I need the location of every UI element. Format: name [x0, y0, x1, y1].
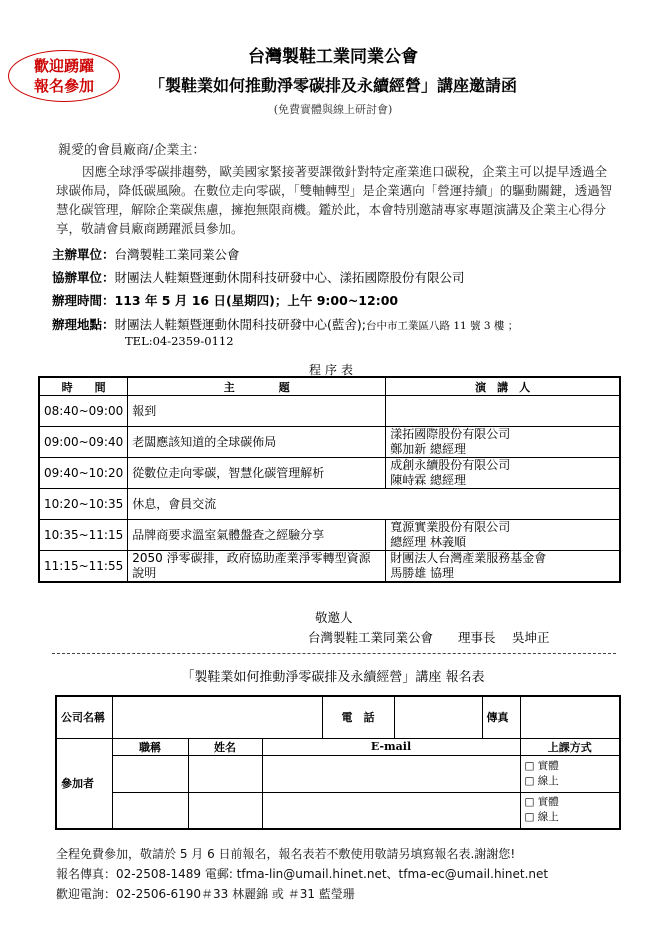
info-time	[52, 291, 398, 309]
company-label: 公司名稱	[56, 696, 112, 738]
row-time: 11:15~11:55	[39, 551, 128, 583]
info-tel: TEL:04-2359-0112	[125, 334, 234, 348]
attendance-method[interactable]	[520, 792, 620, 829]
attendee-title-input[interactable]	[112, 792, 188, 829]
phone-label: 電 話	[322, 696, 394, 738]
organizer-value: 台灣製鞋工業同業公會	[114, 247, 240, 262]
row-time: 09:40~10:20	[39, 458, 128, 489]
footer-note: 全程免費參加，敬請於 5 月 6 日前報名，報名表若不敷使用敬請另填寫報名表.謝謝您!	[56, 847, 516, 861]
footer-contact-fax: 報名傳真：02-2508-1489 電郵: tfma-lin@umail.hinet.net、tfma-ec@umail.hinet.net	[56, 867, 549, 881]
speaker-person: 總經理 林義順	[390, 535, 467, 549]
signature-name: 台灣製鞋工業同業公會 理事長 吳坤正	[308, 630, 550, 645]
fax-input[interactable]	[520, 696, 620, 738]
invitation-subtitle: (免費實體與線上研討會)	[273, 103, 393, 116]
table-row	[39, 427, 620, 458]
row-topic: 休息，會員交流	[128, 489, 620, 520]
speaker-org: 成創永續股份有限公司	[390, 458, 511, 472]
invitation-title: 「製鞋業如何推動淨零碳排及永續經營」講座邀請函	[148, 76, 517, 95]
attendee-title-input[interactable]	[112, 755, 188, 792]
row-speaker	[386, 427, 620, 458]
program-table	[38, 376, 621, 583]
info-organizer	[52, 245, 240, 263]
company-row	[56, 696, 620, 738]
attendee-row	[56, 792, 620, 829]
info-place	[52, 315, 518, 333]
place-address: 台中市工業區八路 11 號 3 樓 ；	[365, 320, 519, 332]
row-speaker	[386, 458, 620, 489]
speaker-org: 漾拓國際股份有限公司	[390, 427, 511, 441]
time-label: 辦理時間：	[52, 293, 115, 308]
row-time: 08:40~09:00	[39, 396, 128, 427]
place-value: 財團法人鞋類暨運動休閒科技研發中心(藍舍);	[114, 317, 366, 332]
signature-label: 敬邀人	[315, 610, 353, 625]
row-time: 10:20~10:35	[39, 489, 128, 520]
online-checkbox[interactable]: □ 線上	[524, 774, 559, 787]
co-organizer-label: 協辦單位：	[52, 270, 115, 285]
organization-title: 台灣製鞋工業同業公會	[248, 47, 418, 67]
attendee-row	[56, 755, 620, 792]
row-speaker	[386, 551, 620, 583]
row-time: 09:00~09:40	[39, 427, 128, 458]
stamp-line-2: 報名參加	[33, 77, 94, 95]
speaker-org: 財團法人台灣產業服務基金會	[390, 551, 547, 565]
place-label: 辦理地點：	[52, 317, 115, 332]
program-header-row	[39, 377, 620, 396]
col-method: 上課方式	[520, 738, 620, 755]
program-title: 程序表	[308, 363, 357, 377]
attendee-email-input[interactable]	[262, 755, 520, 792]
header-speaker: 演 講 人	[386, 377, 620, 396]
col-email: E-mail	[262, 738, 520, 755]
footer-contact-phone: 歡迎電詢：02-2506-6190＃33 林麗錦 或 ＃31 藍瑩珊	[56, 887, 355, 901]
col-name: 姓名	[188, 738, 262, 755]
registration-form	[55, 695, 621, 830]
stamp-line-1: 歡迎踴躍	[33, 57, 94, 75]
table-row	[39, 520, 620, 551]
fax-label: 傳真	[482, 696, 520, 738]
speaker-person: 鄭加新 總經理	[390, 442, 467, 456]
attendee-email-input[interactable]	[262, 792, 520, 829]
row-topic: 報到	[128, 396, 386, 427]
attendance-method[interactable]	[520, 755, 620, 792]
attendee-name-input[interactable]	[188, 792, 262, 829]
col-title: 職稱	[112, 738, 188, 755]
organizer-label: 主辦單位：	[52, 247, 115, 262]
table-row	[39, 458, 620, 489]
speaker-org: 寬源實業股份有限公司	[390, 520, 511, 534]
onsite-checkbox[interactable]: □ 實體	[524, 759, 559, 772]
time-value: 113 年 5 月 16 日(星期四)；上午 9:00~12:00	[114, 293, 399, 308]
row-topic: 老闆應該知道的全球碳佈局	[128, 427, 386, 458]
table-row	[39, 396, 620, 427]
row-topic: 從數位走向零碳，智慧化碳管理解析	[128, 458, 386, 489]
info-co-organizer	[52, 268, 465, 286]
row-topic: 2050 淨零碳排，政府協助產業淨零轉型資源說明	[128, 551, 386, 583]
phone-input[interactable]	[394, 696, 482, 738]
attendee-label: 參加者	[56, 738, 112, 829]
table-row	[39, 551, 620, 583]
table-row	[39, 489, 620, 520]
co-organizer-value: 財團法人鞋類暨運動休閒科技研發中心、漾拓國際股份有限公司	[114, 270, 465, 285]
header-time: 時 間	[39, 377, 128, 396]
row-time: 10:35~11:15	[39, 520, 128, 551]
attendee-name-input[interactable]	[188, 755, 262, 792]
attendee-header-row	[56, 738, 620, 755]
speaker-person: 馬勝雄 協理	[390, 566, 455, 580]
row-speaker	[386, 520, 620, 551]
company-input[interactable]	[112, 696, 322, 738]
letter-body: 因應全球淨零碳排趨勢，歐美國家緊接著要課徵針對特定產業進口碳稅，企業主可以提早透過全球碳佈局，降低碳風險。在數位走向零碳，「雙軸轉型」是企業邁向「營運持續」的驅動關鍵，透過智慧化碳管理，解除企業碳焦慮，擁抱無限商機。鑑於此，本會特別邀請專家專題演講及企業主心得分享，敬請會員廠商踴躍派員參加。	[56, 164, 613, 236]
row-speaker	[386, 396, 620, 427]
registration-title: 「製鞋業如何推動淨零碳排及永續經營」講座 報名表	[181, 670, 485, 685]
online-checkbox[interactable]: □ 線上	[524, 811, 559, 824]
header-topic: 主 題	[128, 377, 386, 396]
greeting: 親愛的會員廠商/企業主：	[58, 143, 206, 158]
onsite-checkbox[interactable]: □ 實體	[524, 796, 559, 809]
row-topic: 品牌商要求溫室氣體盤查之經驗分享	[128, 520, 386, 551]
speaker-person: 陳峙霖 總經理	[390, 473, 467, 487]
cut-line	[52, 653, 616, 654]
